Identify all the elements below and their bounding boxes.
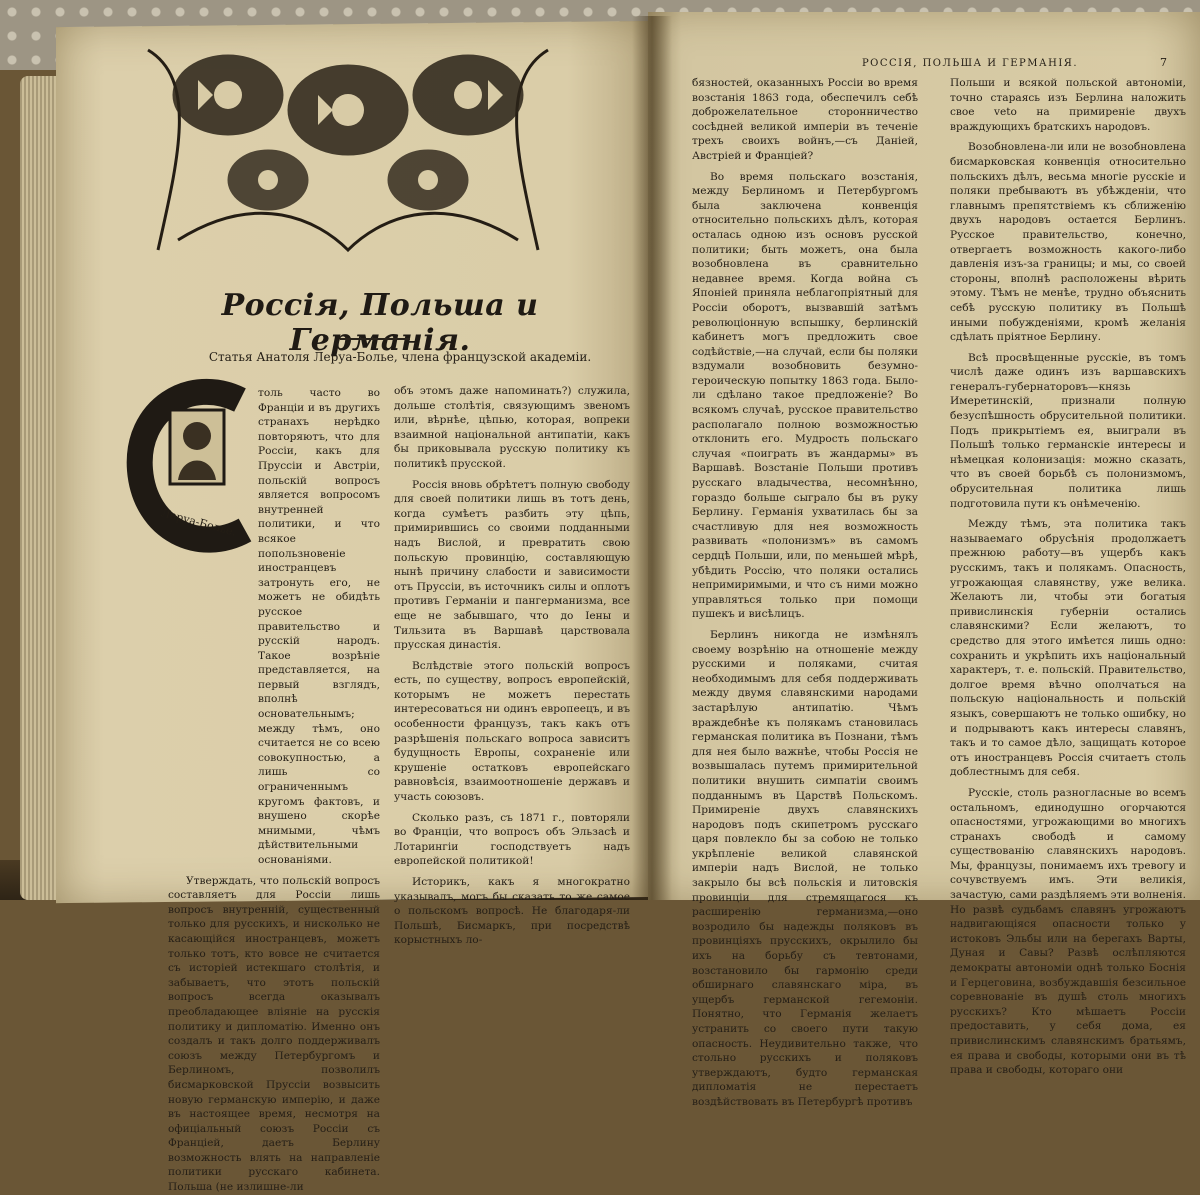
page-edges-left bbox=[20, 76, 60, 900]
paragraph: объ этомъ даже напоминать?) служила, дольше столѣтія, связующимъ звеномъ или, вѣрнѣе, цѣпью, которая, вопреки взаимной національной антипатіи, какъ бы приковывала русскую политику къ политикѣ прусской. bbox=[394, 385, 630, 470]
article-byline: Статья Анатоля Леруа-Болье, члена французской академіи. bbox=[208, 350, 592, 364]
paragraph: толь часто во Франціи и въ другихъ странахъ нерѣдко повторяютъ, что для Россіи, какъ для Пруссіи и Австріи, польскій вопросъ является вопросомъ внутренней политики, и что всякое попользновеніе иностранцевъ затронуть его, не можетъ не обидѣть русское правительство и русскій народъ. Такое возрѣніе представляется, на первый взглядъ, вполнѣ основательнымъ; между тѣмъ, оно считается не со всею совокупностью, а лишь со ограниченнымъ кругомъ фактовъ, и внушено скорѣе мнимыми, чѣмъ дѣйствительными основаніями. bbox=[258, 387, 380, 866]
paragraph: Возобновлена-ли или не возобновлена бисмарковская конвенція относительно польскихъ дѣлъ, весьма многіе русскіе и поляки пребываютъ въ убѣжденіи, что главнымъ препятствіемъ къ сближенію двухъ народовъ остается Берлинъ. Русское правительство, конечно, отвергаетъ возможность какого-либо давленія изъ-за границы; и мы, со своей стороны, вполнѣ расположены вѣрить этому. Тѣмъ не менѣе, трудно объяснить себѣ русскую политику въ Польшѣ иными побужденіями, кромѣ желанія сдѣлать пріятное Берлину. bbox=[950, 141, 1186, 344]
portrait-caption: Леруа-Болье. bbox=[159, 506, 238, 539]
left-column-1 bbox=[168, 386, 380, 1194]
paragraph: Польши и всякой польской автономіи, точно стараясь изъ Берлина наложить свое veto на примиреніе двухъ враждующихъ братскихъ народовъ. bbox=[950, 77, 1186, 133]
paragraph: Берлинъ никогда не измѣнялъ своему возрѣнію на отношеніе между русскими и поляками, считая необходимымъ для себя поддерживать между двумя славянскими народами застарѣлую антипатію. Чѣмъ враждебнѣе къ полякамъ становилась германская политика въ Познани, тѣмъ для нея было важнѣе, чтобы Россія не возвышалась путемъ примирительной политики внушить симпатіи своимъ подданнымъ въ Царствѣ Польскомъ. Примиреніе двухъ славянскихъ народовъ подъ скипетромъ русскаго царя повлекло бы за собою не только укрѣпленіе великой славянской имперіи надъ Вислой, не только закрыло бы всѣ польскія и литовскія провинціи для стремящагося къ расширенію германизма,—оно возродило бы надежды поляковъ въ провинціяхъ прусскихъ, окрылило бы ихъ на борьбу съ тевтонами, возстановило бы гармонію среди обширнаго славянскаго міра, въ ущербъ германской гегемоніи. Понятно, что Германія желаетъ устранить со своего пути такую опасность. Неудивительно также, что стольно русскихъ и поляковъ утверждаютъ, будто германская дипломатія не перестаетъ воздѣйствовать въ Петербургѣ противъ bbox=[692, 628, 918, 1108]
paragraph: Между тѣмъ, эта политика такъ называемаго обрусѣнія продолжаетъ прежнюю работу—въ ущербъ какъ русскимъ, такъ и полякамъ. Опасность, угрожающая славянству, уже велика. Желаютъ ли, чтобы эти богатыя привислинскія губерніи остались славянскими? Если желаютъ, то средство для этого имѣется лишь одно: сохранить и укрѣпить ихъ національный характеръ, т. е. польскій. Правительство, долгое время вѣчно ополчаться на польскую національность и польскій языкъ, совершаютъ не только ошибку, но и подрываютъ какъ интересы славянъ, такъ и то самое дѣло, защищать которое отъ иностранцевъ Россія считаетъ столь доблестнымъ для себя. bbox=[950, 518, 1186, 779]
article-title: Россія, Польша и Германія. bbox=[221, 288, 539, 358]
running-head: РОССІЯ, ПОЛЬША И ГЕРМАНІЯ. bbox=[861, 58, 1079, 69]
floral-headpiece-ornament bbox=[138, 40, 558, 260]
paragraph: Сколько разъ, съ 1871 г., повторяли во Франціи, что вопросъ объ Эльзасѣ и Лотарингіи господствуетъ надъ европейской политикой! bbox=[394, 811, 630, 868]
paragraph: Вслѣдствіе этого польскій вопросъ есть, по существу, вопросъ европейскій, которымъ не можетъ перестать интересоваться ни одинъ европеецъ, и въ особенности французъ, такъ какъ отъ разрѣшенія польскаго вопроса зависитъ будущность Европы, сохраненіе или крушеніе остатковъ европейскаго равновѣсія, взаимоотношеніе державъ и участь союзовъ. bbox=[394, 659, 630, 804]
paragraph: Россія вновь обрѣтетъ полную свободу для своей политики лишь въ тотъ день, когда сумѣетъ разбить эту цѣпь, примирившись со своими подданными надъ Вислой, и превратить свою польскую провинцію, составляющую нынѣ причину слабости и зависимости отъ Пруссіи, въ источникъ силы и оплотъ противъ Германіи и пангерманизма, все еще не забывшаго, что до Іены и Тильзита въ Варшавѣ царствовала прусская династія. bbox=[394, 478, 630, 652]
paragraph: Историкъ, какъ я многократно указывалъ, могъ бы сказать то же самое о польскомъ вопросѣ. Не благодаря-ли Польшѣ, Бисмаркъ, при посредствѣ корыстныхъ ло- bbox=[394, 876, 630, 947]
page-number: 7 bbox=[1160, 56, 1167, 69]
paragraph: Утверждать, что польскій вопросъ составляетъ для Россіи лишь вопросъ внутренній, существенный только для русскихъ, и нисколько не касающійся иностранцевъ, можетъ только тотъ, кто вовсе не считается съ исторіей истекшаго столѣтія, и забываетъ, что этотъ польскій вопросъ всегда оказывалъ преобладающее вліяніе на русскія политику и дипломатію. Именно онъ создалъ и такъ долго поддерживалъ союзъ между Петербургомъ и Берлиномъ, позволилъ бисмарковской Пруссіи возвысить новую германскую имперію, и даже въ настоящее время, несмотря на офиціальный союзъ Россіи съ Франціей, даетъ Берлину возможность влять на направленіе политики русскаго кабинета. Польша (не излишне-ли bbox=[168, 874, 380, 1194]
paragraph: Русскіе, столь разногласные во всемъ остальномъ, единодушно огорчаются опасностями, угрожающими во многихъ странахъ свободѣ и самому существованію славянскихъ народовъ. Мы, французы, понимаемъ ихъ тревогу и сочувствуемъ имъ. Эти великія, зачастую, сами раздѣляемъ эти волненія. Но развѣ судьбамъ славянъ угрожаютъ надвигающіяся опасности только у истоковъ Эльбы или на берегахъ Варты, Дуная и Савы? Развѣ ослѣпляются демократы автономіи однѣ только Боснія и Герцеговина, возбуждавшія безсильное соревнованіе въ душѣ столь многихъ русскихъ? Кто мѣшаетъ Россіи предоставить, у себя дома, ея привислинскимъ славянскимъ братьямъ, ея права и свободы, которыми они въ тѣ права и свободы, котораго они bbox=[950, 786, 1186, 1077]
paragraph: бязностей, оказанныхъ Россіи во время возстанія 1863 года, обеспечилъ себѣ доброжелательное сторонничество сосѣдней великой имперіи въ теченіе трехъ своихъ войнъ,—съ Даніей, Австріей и Франціей? bbox=[692, 77, 918, 162]
paragraph: Всѣ просвѣщенные русскіе, въ томъ числѣ даже одинъ изъ варшавскихъ генералъ-губернаторовъ—князь Имеретинскій, признали полную безуспѣшность обрусительной политики. Подъ прикрытіемъ ея, выиграли въ Польшѣ только германскіе интересы и нѣмецкая колонизація: можно сказать, что въ своей борьбѣ съ полонизмомъ, обрусительная политика лишь подготовила пути къ онѣмеченію. bbox=[950, 351, 1186, 510]
paragraph: Во время польскаго возстанія, между Берлиномъ и Петербургомъ была заключена конвенція относительно польскихъ дѣлъ, которая осталась одною изъ основъ русской политики; быть можетъ, она была возобновлена въ сравнительно недавнее время. Когда война съ Японіей приняла неблагопріятный для Россіи оборотъ, вызвавшій затѣмъ революціонную вспышку, берлинскій кабинетъ могъ предложить свое содѣйствіе,—на случай, если бы поляки вздумали возобновить безумно-героическую попытку 1863 года. Было-ли сдѣлано такое предложеніе? Во всякомъ случаѣ, русское правительство располагало полною возможностью отклонить его. Мудрость польскаго случая «поиграть въ жандармы» въ Варшавѣ. Возстаніе Польши противъ русскаго владычества, несомнѣнно, гораздо больше сыграло бы въ руку Берлину. Германія ухватилась бы за счастливую для нея возможность развивать «полонизмъ» въ самомъ сердцѣ Польши, или, по меньшей мѣрѣ, убѣдить Россію, что поляки остались непримиримыми, и что съ ними можно управляться только при помощи пушекъ и висѣлицъ. bbox=[692, 170, 918, 621]
title-rule bbox=[340, 338, 410, 340]
right-column-1 bbox=[692, 76, 918, 1108]
right-column-2 bbox=[950, 76, 1186, 1077]
left-column-2 bbox=[394, 384, 630, 947]
open-book bbox=[20, 6, 1200, 1194]
